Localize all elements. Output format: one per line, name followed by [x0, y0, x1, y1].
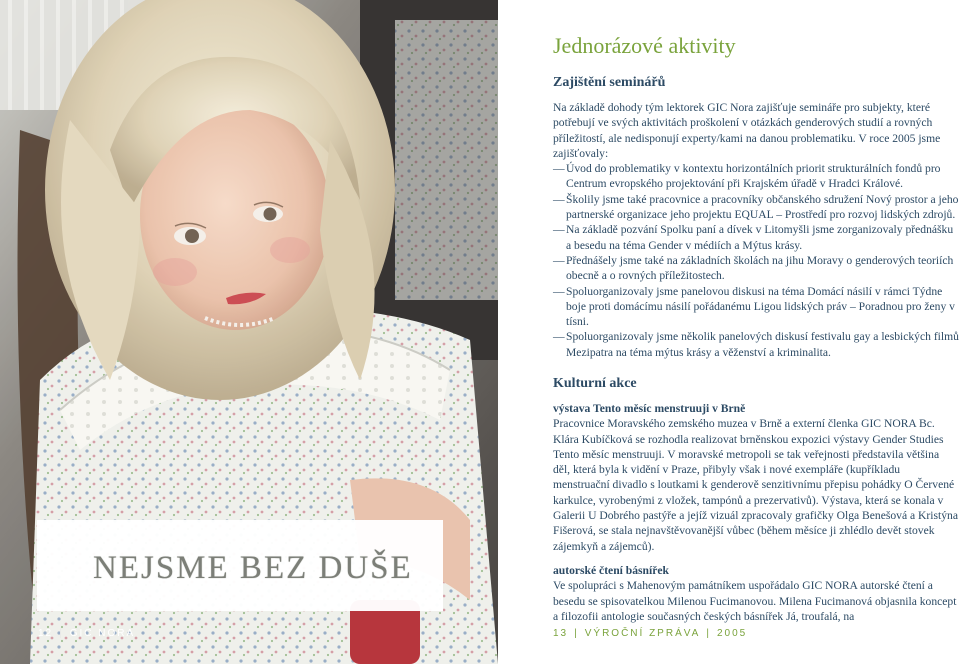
left-footer — [38, 628, 135, 639]
list-item: — Spoluorganizovaly jsme panelovou diskusi na téma Domácí násilí v rámci Týdne boje proti domácímu násilí pořádanému Ligou lidských práv – Poradnou pro ženy v tísni. — [553, 284, 959, 330]
footer-separator: | — [59, 628, 64, 639]
footer-separator: | — [574, 628, 579, 639]
exhibition-text: Pracovnice Moravského zemského muzea v Brně a externí členka GIC NORA Bc. Klára Kubíčková se rozhodla realizovat brněnskou expozici výstavy Gender Studies Tento měsíc menstruuji. V moravské metropoli se tak veřejnosti představila většina děl, která byla k vidění v Praze, přibyly však i nové exempláře (kupříkladu menstruační divadlo s loutkami k genderově senzitivnímu přepisu pohádky O Červené karkulce, vyrobenými z vložek, tampónů a prezervativů). Výstava, která se konala v Galerii U Dobrého pastýře a jejíž vizuál zpracovaly grafičky Olga Benešová a Kristýna Fišerová, se stala nejnavštěvovanější vůbec (během měsíce ji zhlédlo devět stovek zájemkyň a zájemců). — [553, 417, 958, 553]
list-item: — Spoluorganizovaly jsme několik panelových diskusí festivalu gay a lesbických filmů Mezipatra na téma mýtus krásy a věženství a kriminalita. — [553, 329, 959, 360]
reading-title: autorské čtení básnířek — [553, 563, 669, 577]
footer-separator: | — [706, 628, 711, 639]
footer-year: 2005 — [716, 628, 748, 639]
list-item: — Školily jsme také pracovnice a pracovníky občanského sdružení Nový prostor a jeho partnerské organizace jeho projektu EQUAL – Prostředí pro rozvoj lidských zdrojů. — [553, 192, 959, 223]
chapter-title: Jednorázové aktivity — [553, 33, 736, 58]
section-heading-seminars: Zajištění seminářů — [553, 75, 666, 90]
seminars-list — [553, 161, 959, 360]
cover-title: NEJSME BEZ DUŠE — [93, 550, 413, 586]
cover-title-box — [37, 520, 443, 611]
right-footer — [553, 628, 747, 639]
list-item: — Na základě pozvání Spolku paní a dívek v Litomyšli jsme zorganizovaly přednášku a besedu na téma Gender v médiích a Mýtus krásy. — [553, 222, 959, 253]
footer-report-title: VÝROČNÍ ZPRÁVA — [584, 628, 701, 639]
page-number: 13 — [553, 628, 569, 639]
paragraph-spacer — [553, 554, 959, 563]
exhibition-title: výstava Tento měsíc menstruuji v Brně — [553, 402, 746, 415]
section-heading-culture: Kulturní akce — [553, 376, 637, 391]
culture-section — [553, 401, 959, 624]
reading-text: Ve spolupráci s Mahenovým památníkem uspořádalo GIC NORA autorské čtení a besedu se spisovatelkou Milenou Fucimanovou. Milena Fucimanová objasnila koncept a filozofii antologie současných českých básnířek Já, troufalá, na — [553, 579, 957, 623]
list-item: — Úvod do problematiky v kontextu horizontálních priorit strukturálních fondů pro Centrum evropského projektování při Krajském úřadě v Hradci Králové. — [553, 161, 959, 192]
list-item: — Přednášely jsme také na základních školách na jihu Moravy o genderových teoriích obecně a o rovných příležitostech. — [553, 253, 959, 284]
footer-organization: GIC NORA — [69, 628, 136, 639]
page-number: 12 — [38, 628, 54, 639]
seminars-intro: Na základě dohody tým lektorek GIC Nora zajišťuje semináře pro subjekty, které potřebují ve svých aktivitách proškolení v otázkách genderových studií a rovných příležitostí, ale nedisponují experty/kami na danou problematiku. V roce 2005 jsme zajišťovaly: — [553, 101, 941, 160]
right-page — [498, 0, 959, 664]
seminars-section — [553, 100, 959, 360]
